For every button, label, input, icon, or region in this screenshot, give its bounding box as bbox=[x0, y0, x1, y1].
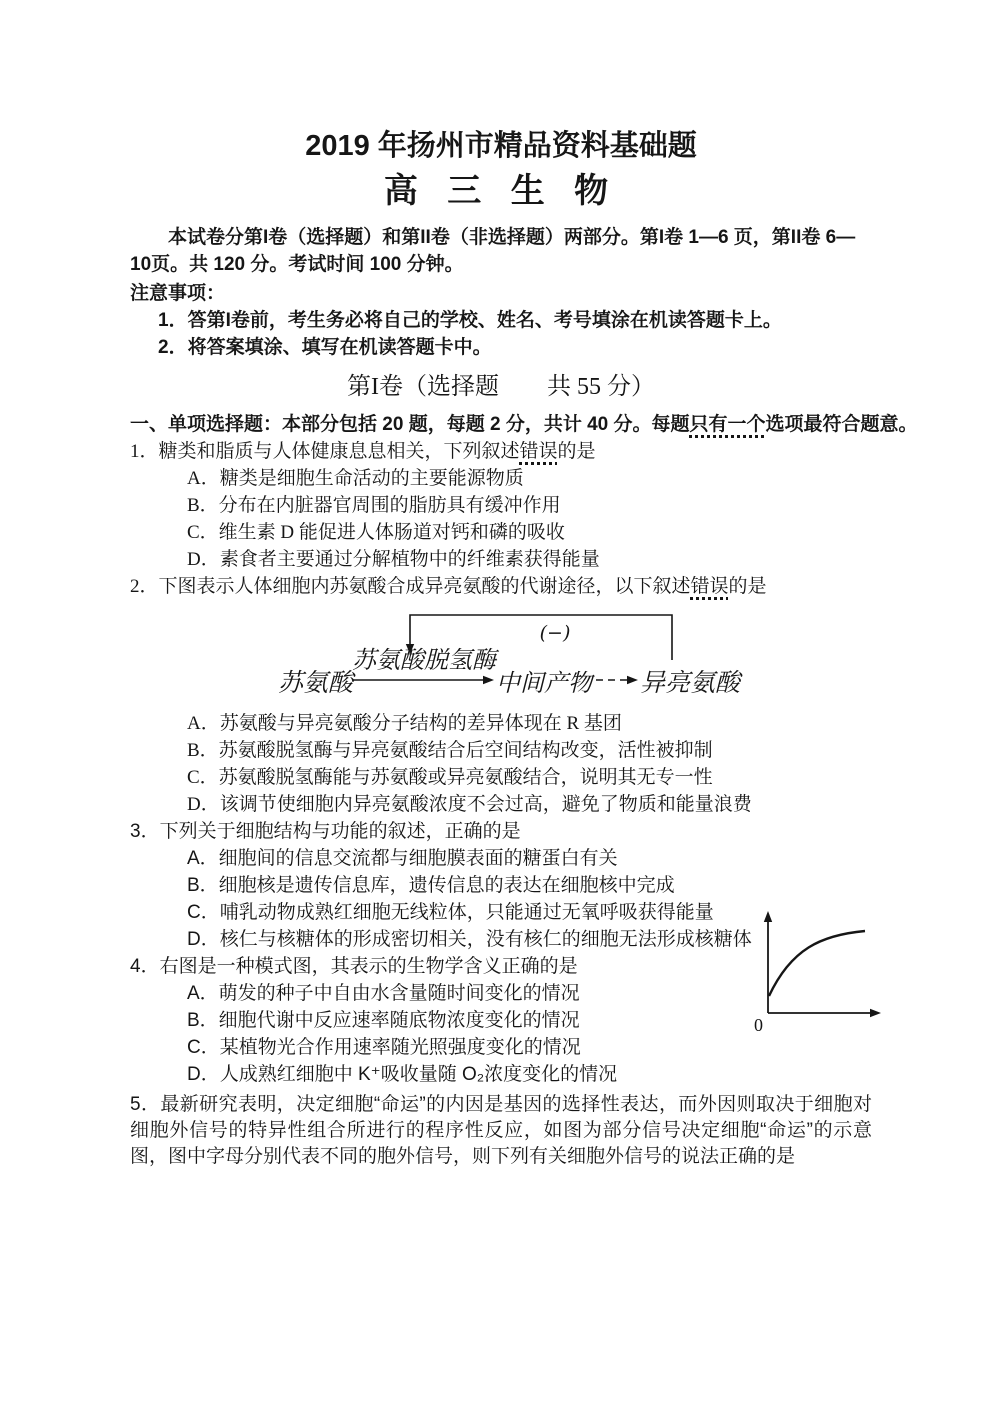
y-axis-arrowhead-icon bbox=[764, 911, 772, 922]
exam-intro: 本试卷分第I卷（选择题）和第II卷（非选择题）两部分。第I卷 1—6 页，第II卷 6—10页。共 120 分。考试时间 100 分钟。 bbox=[130, 227, 856, 275]
question-3-option-c: C．哺乳动物成熟红细胞无线粒体，只能通过无氧呼吸获得能量 bbox=[187, 902, 714, 923]
enzyme-label: 苏氨酸脱氢酶 bbox=[352, 646, 496, 674]
question-1-option-c: C．维生素 D 能促进人体肠道对钙和磷的吸收 bbox=[187, 522, 565, 543]
question-3-option-d: D．核仁与核糖体的形成密切相关，没有核仁的细胞无法形成核糖体 bbox=[187, 929, 752, 950]
question-2-stem bbox=[130, 573, 872, 600]
question-1-stem-prefix: 1．糖类和脂质与人体健康息息相关，下列叙述 bbox=[130, 441, 520, 462]
inhibition-label: (−) bbox=[539, 622, 571, 644]
question-4-option-a: A．萌发的种子中自由水含量随时间变化的情况 bbox=[187, 983, 580, 1004]
question-2-option-d: D．该调节使细胞内异亮氨酸浓度不会过高，避免了物质和能量浪费 bbox=[187, 794, 752, 815]
question-2-stem-emphasis: 错误 bbox=[690, 576, 729, 597]
question-5-stem: 5．最新研究表明，决定细胞“命运”的内因是基因的选择性表达，而外因则取决于细胞对细胞外信号的特异性组合所进行的程序性反应，如图为部分信号决定细胞“命运”的示意图，图中字母分别代表不同的胞外信号，则下列有关细胞外信号的说法正确的是 bbox=[130, 1094, 872, 1167]
lead-suffix: 选项最符合题意。 bbox=[765, 414, 918, 435]
intermediate-label: 中间产物 bbox=[496, 669, 592, 697]
notice-item-2: 2．将答案填涂、填写在机读答题卡中。 bbox=[158, 337, 492, 358]
catalysis-arrowhead-icon bbox=[483, 676, 494, 684]
question-4-option-c: C．某植物光合作用速率随光照强度变化的情况 bbox=[187, 1037, 581, 1058]
section-lead bbox=[130, 411, 918, 438]
question-5 bbox=[130, 1092, 872, 1170]
saturation-curve-graph bbox=[745, 903, 895, 1038]
lead-prefix: 一、单项选择题：本部分包括 20 题，每题 2 分，共计 40 分。每题 bbox=[130, 414, 690, 435]
question-4-option-b: B．细胞代谢中反应速率随底物浓度变化的情况 bbox=[187, 1010, 580, 1031]
substrate-label: 苏氨酸 bbox=[278, 668, 354, 697]
metabolic-pathway-diagram bbox=[130, 602, 870, 708]
question-1-stem-suffix: 的是 bbox=[557, 441, 596, 462]
question-1-stem bbox=[130, 438, 872, 465]
page-title: 2019 年扬州市精品资料基础题 bbox=[305, 130, 697, 162]
x-axis-arrowhead-icon bbox=[870, 1009, 881, 1017]
question-2-option-b: B．苏氨酸脱氢酶与异亮氨酸结合后空间结构改变，活性被抑制 bbox=[187, 740, 713, 761]
question-2-stem-suffix: 的是 bbox=[728, 576, 767, 597]
lead-emphasis: 只有一个 bbox=[689, 414, 766, 435]
notice-item-1: 1．答第I卷前，考生务必将自己的学校、姓名、考号填涂在机读答题卡上。 bbox=[158, 310, 782, 331]
section-title: 第I卷（选择题 共 55 分） bbox=[347, 374, 655, 400]
dashed-step-arrowhead-icon bbox=[627, 676, 638, 684]
notice-heading: 注意事项： bbox=[130, 283, 226, 304]
question-2-option-a: A．苏氨酸与异亮氨酸分子结构的差异体现在 R 基团 bbox=[187, 713, 622, 734]
question-2-option-c: C．苏氨酸脱氢酶能与苏氨酸或异亮氨酸结合，说明其无专一性 bbox=[187, 767, 713, 788]
page-subtitle: 高 三 生 物 bbox=[383, 172, 619, 210]
question-3-option-b: B．细胞核是遗传信息库，遗传信息的表达在细胞核中完成 bbox=[187, 875, 675, 896]
question-4-stem: 4．右图是一种模式图，其表示的生物学含义正确的是 bbox=[130, 956, 578, 977]
question-3-option-a: A．细胞间的信息交流都与细胞膜表面的糖蛋白有关 bbox=[187, 848, 618, 869]
question-1-option-b: B．分布在内脏器官周围的脂肪具有缓冲作用 bbox=[187, 495, 561, 516]
question-2-stem-prefix: 2．下图表示人体细胞内苏氨酸合成异亮氨酸的代谢途径，以下叙述 bbox=[130, 576, 691, 597]
question-3-stem: 3．下列关于细胞结构与功能的叙述，正确的是 bbox=[130, 821, 521, 842]
question-2 bbox=[130, 573, 872, 818]
question-1-option-d: D．素食者主要通过分解植物中的纤维素获得能量 bbox=[187, 549, 600, 570]
question-1-option-a: A．糖类是细胞生命活动的主要能源物质 bbox=[187, 468, 524, 489]
question-4-option-d: D．人成熟红细胞中 K⁺吸收量随 O₂浓度变化的情况 bbox=[187, 1064, 618, 1085]
graph-origin-label: 0 bbox=[754, 1015, 763, 1035]
question-1 bbox=[130, 438, 872, 573]
saturation-curve bbox=[769, 931, 865, 996]
question-1-stem-emphasis: 错误 bbox=[519, 441, 558, 462]
product-label: 异亮氨酸 bbox=[640, 668, 741, 697]
